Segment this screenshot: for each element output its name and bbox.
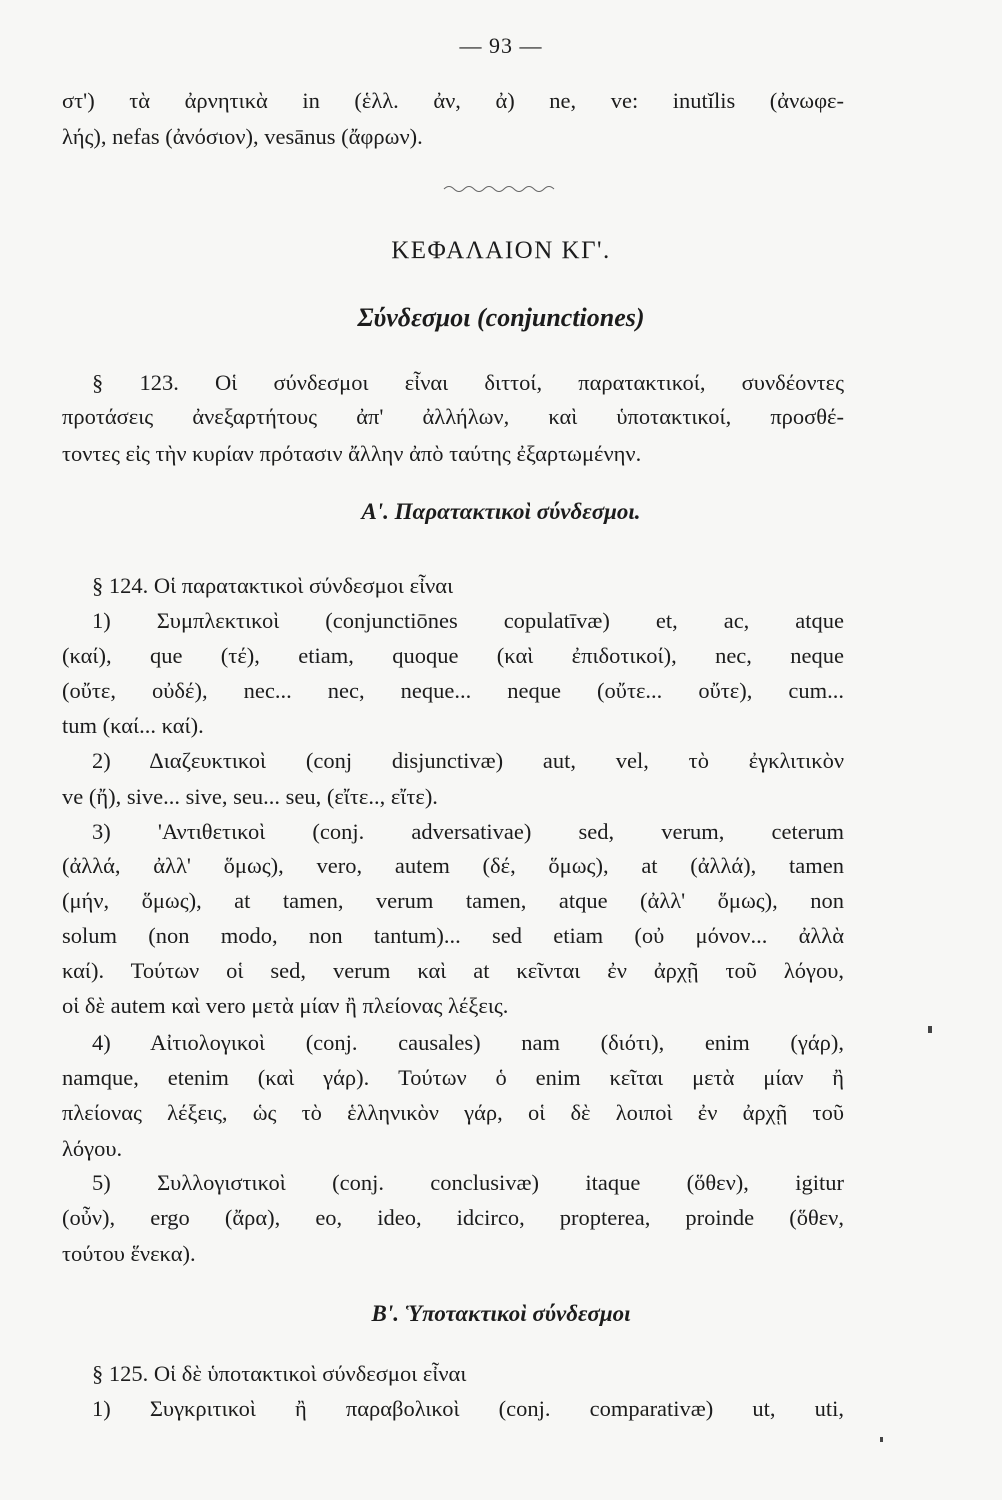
p124-line-16: πλείονας λέξεις, ὡς τὸ ἑλληνικὸν γάρ, οἱ δὲ λοιποὶ ἐν ἀρχῇ τοῦ <box>62 1100 844 1125</box>
p124-line-4: (οὔτε, οὐδέ), nec... nec, neque... neque (οὔτε... οὔτε), cum... <box>62 678 844 703</box>
section-a-heading: Α'. Παρατακτικοὶ σύνδεσμοι. <box>361 499 641 524</box>
scan-speck <box>880 1437 883 1442</box>
p124-line-2: 1) Συμπλεκτικοὶ (conjunctiōnes copulatīvæ) et, ac, atque <box>92 608 844 633</box>
intro-line-2: λής), nefas (ἀνόσιον), vesānus (ἄφρων). <box>62 124 423 149</box>
p124-line-6: 2) Διαζευκτικοὶ (conj disjunctivæ) aut, vel, τὸ ἐγκλιτικὸν <box>92 748 844 773</box>
scan-speck <box>928 1026 932 1033</box>
intro-line-1: στ') τὰ ἀρνητικὰ in (ἑλλ. ἀν, ἀ) ne, ve: inutĭlis (ἀνωφε- <box>62 88 844 113</box>
p124-line-17: λόγου. <box>62 1136 123 1161</box>
p124-line-10: (μήν, ὅμως), at tamen, verum tamen, atque (ἀλλ' ὅμως), non <box>62 888 844 913</box>
p124-line-5: tum (καί... καί). <box>62 713 204 738</box>
chapter-subtitle: Σύνδεσμοι (conjunctiones) <box>357 303 645 332</box>
p124-line-3: (καί), que (τέ), etiam, quoque (καὶ ἐπιδοτικοί), nec, neque <box>62 643 844 668</box>
p124-line-18: 5) Συλλογιστικοὶ (conj. conclusivæ) itaque (ὅθεν), igitur <box>92 1170 844 1195</box>
p124-line-20: τούτου ἕνεκα). <box>62 1241 196 1266</box>
p124-line-15: namque, etenim (καὶ γάρ). Τούτων ὁ enim κεῖται μετὰ μίαν ἢ <box>62 1065 844 1090</box>
p123-line-1: § 123. Οἱ σύνδεσμοι εἶναι διττοί, παρατακτικοί, συνδέοντες <box>92 370 844 395</box>
p124-line-12: καί). Τούτων οἱ sed, verum καὶ at κεῖνται ἐν ἀρχῇ τοῦ λόγου, <box>62 958 844 983</box>
ornament-divider-icon <box>442 184 562 194</box>
chapter-heading: ΚΕΦΑΛΑΙΟΝ ΚΓ'. <box>391 237 611 264</box>
section-b-heading: Β'. Ὑποτακτικοὶ σύνδεσμοι <box>371 1301 631 1326</box>
p125-line-1: § 125. Οἱ δὲ ὑποτακτικοὶ σύνδεσμοι εἶναι <box>92 1361 467 1386</box>
p124-line-1: § 124. Οἱ παρατακτικοὶ σύνδεσμοι εἶναι <box>92 573 454 598</box>
p124-line-8: 3) 'Αντιθετικοὶ (conj. adversativae) sed, verum, ceterum <box>92 819 844 844</box>
p124-line-7: ve (ἤ), sive... sive, seu... seu, (εἴτε.., εἴτε). <box>62 784 438 809</box>
p125-line-2: 1) Συγκριτικοὶ ἢ παραβολικοὶ (conj. comparativæ) ut, uti, <box>92 1396 844 1421</box>
p124-line-11: solum (non modo, non tantum)... sed etiam (οὐ μόνον... ἀλλὰ <box>62 923 844 948</box>
p124-line-13: οἱ δὲ autem καὶ vero μετὰ μίαν ἢ πλείονας λέξεις. <box>62 993 509 1018</box>
p124-line-9: (ἀλλά, ἀλλ' ὅμως), vero, autem (δέ, ὅμως), at (ἀλλά), tamen <box>62 853 844 878</box>
p124-line-19: (οὖν), ergo (ἄρα), eo, ideo, idcirco, propterea, proinde (ὅθεν, <box>62 1205 844 1230</box>
p123-line-3: τοντες εἰς τὴν κυρίαν πρότασιν ἄλλην ἀπὸ ταύτης ἐξαρτωμένην. <box>62 441 642 466</box>
page-number: — 93 — <box>459 33 543 58</box>
p123-line-2: προτάσεις ἀνεξαρτήτους ἀπ' ἀλλήλων, καὶ ὑποτακτικοί, προσθέ- <box>62 404 844 429</box>
p124-line-14: 4) Αἰτιολογικοὶ (conj. causales) nam (διότι), enim (γάρ), <box>92 1030 844 1055</box>
